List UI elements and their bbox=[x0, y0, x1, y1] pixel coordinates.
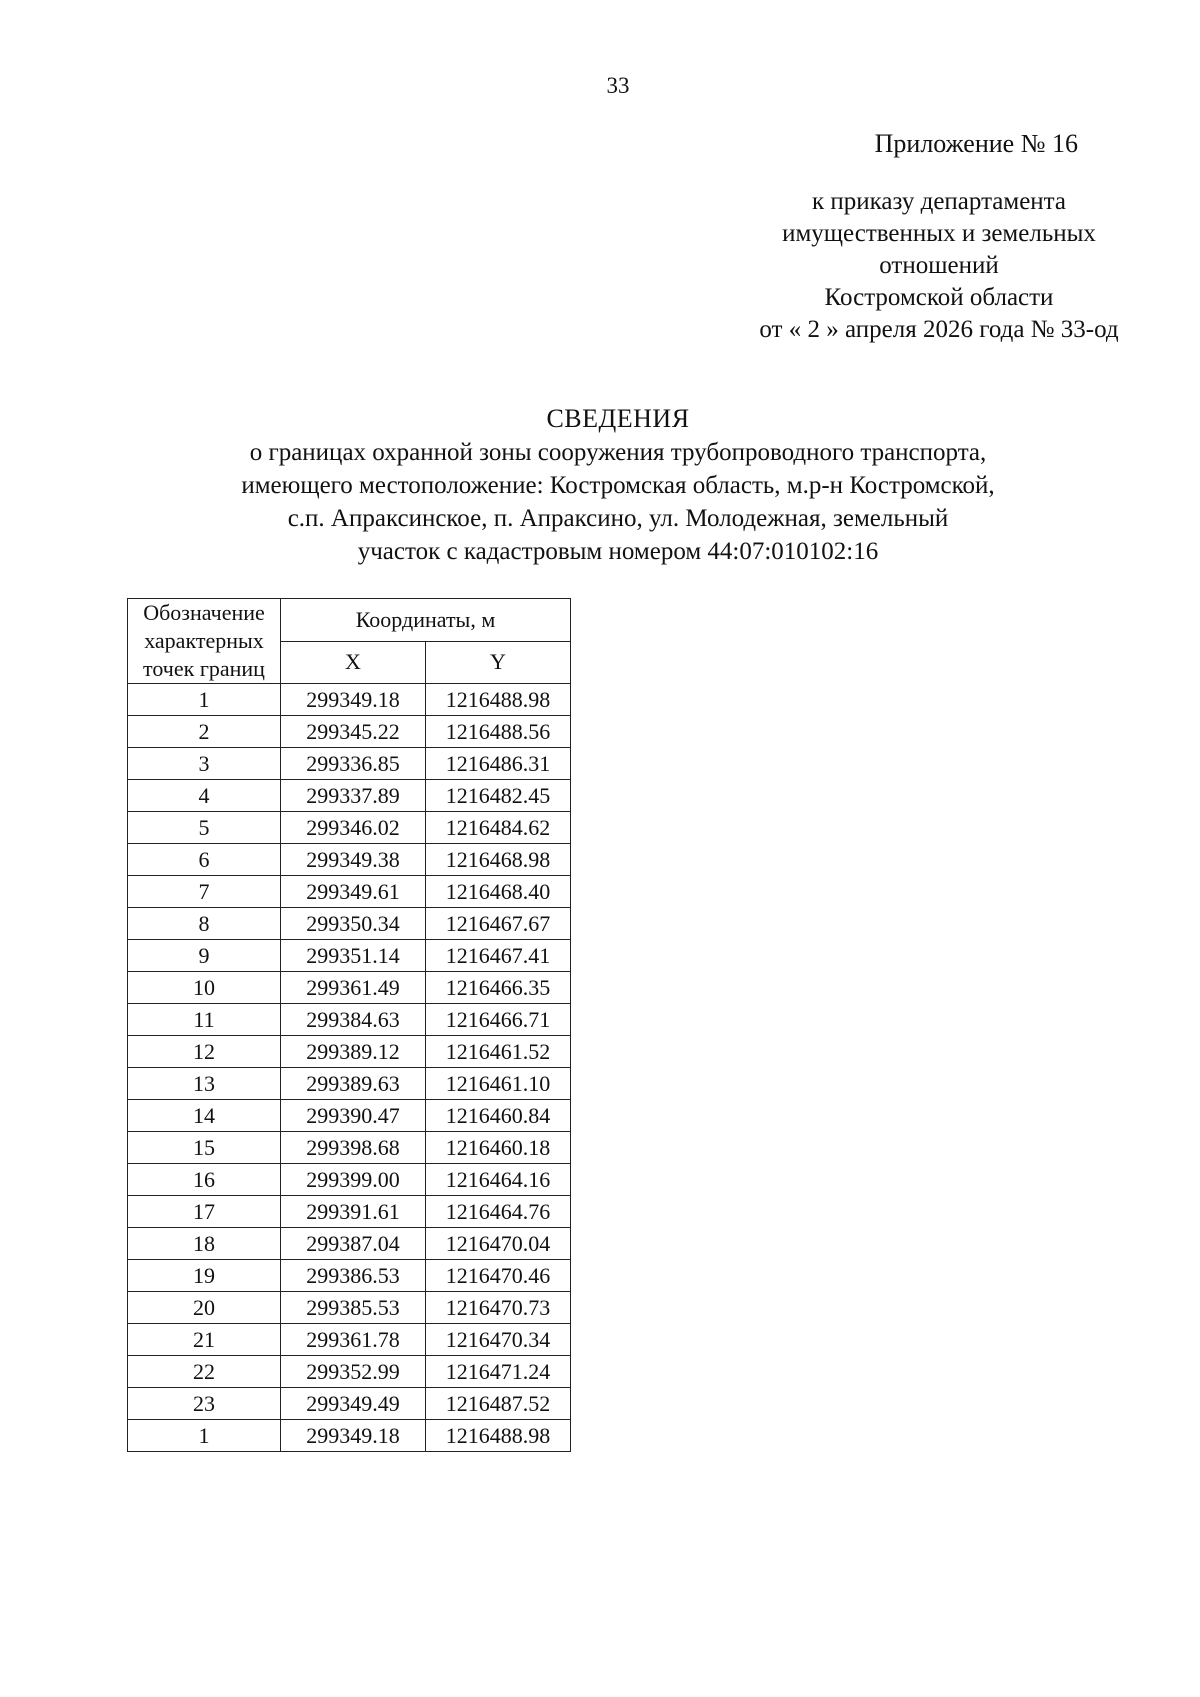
point-cell: 14 bbox=[128, 1100, 281, 1132]
y-coordinate-cell: 1216466.35 bbox=[426, 972, 571, 1004]
point-cell: 10 bbox=[128, 972, 281, 1004]
order-line: к приказу департамента bbox=[811, 188, 1067, 215]
x-coordinate-cell: 299389.63 bbox=[281, 1068, 426, 1100]
y-coordinate-cell: 1216488.56 bbox=[426, 716, 571, 748]
x-coordinate-cell: 299390.47 bbox=[281, 1100, 426, 1132]
x-coordinate-cell: 299384.63 bbox=[281, 1004, 426, 1036]
x-coordinate-cell: 299391.61 bbox=[281, 1196, 426, 1228]
table-row bbox=[128, 1260, 571, 1292]
y-coordinate-cell: 1216486.31 bbox=[426, 748, 571, 780]
point-cell: 20 bbox=[128, 1292, 281, 1324]
y-coordinate-cell: 1216466.71 bbox=[426, 1004, 571, 1036]
y-coordinate-cell: 1216468.40 bbox=[426, 876, 571, 908]
document-heading bbox=[100, 402, 1136, 568]
x-coordinate-cell: 299346.02 bbox=[281, 812, 426, 844]
x-coordinate-cell: 299351.14 bbox=[281, 940, 426, 972]
header-x: X bbox=[281, 641, 426, 684]
order-line: имущественных и земельных bbox=[782, 220, 1096, 247]
table-row bbox=[128, 1196, 571, 1228]
subtitle-line: о границах охранной зоны сооружения трубопроводного транспорта, bbox=[249, 439, 987, 466]
y-coordinate-cell: 1216461.10 bbox=[426, 1068, 571, 1100]
order-date-line: от « 2 » апреля 2026 года № 33-од bbox=[759, 316, 1119, 343]
x-coordinate-cell: 299349.61 bbox=[281, 876, 426, 908]
table-row bbox=[128, 844, 571, 876]
table-row bbox=[128, 716, 571, 748]
table-row bbox=[128, 1068, 571, 1100]
order-line: отношений bbox=[879, 252, 999, 279]
point-cell: 17 bbox=[128, 1196, 281, 1228]
y-coordinate-cell: 1216487.52 bbox=[426, 1388, 571, 1420]
x-coordinate-cell: 299398.68 bbox=[281, 1132, 426, 1164]
y-coordinate-cell: 1216464.16 bbox=[426, 1164, 571, 1196]
point-cell: 15 bbox=[128, 1132, 281, 1164]
table-row bbox=[128, 908, 571, 940]
table-row bbox=[128, 1356, 571, 1388]
table-row bbox=[128, 1388, 571, 1420]
y-coordinate-cell: 1216460.84 bbox=[426, 1100, 571, 1132]
point-cell: 3 bbox=[128, 748, 281, 780]
x-coordinate-cell: 299349.38 bbox=[281, 844, 426, 876]
point-cell: 7 bbox=[128, 876, 281, 908]
y-coordinate-cell: 1216467.67 bbox=[426, 908, 571, 940]
point-cell: 9 bbox=[128, 940, 281, 972]
x-coordinate-cell: 299361.49 bbox=[281, 972, 426, 1004]
table-row bbox=[128, 1164, 571, 1196]
page-number: 33 bbox=[606, 73, 630, 98]
point-cell: 1 bbox=[128, 1420, 281, 1452]
subtitle-line: имеющего местоположение: Костромская область, м.р-н Костромской, bbox=[241, 472, 995, 499]
table-row bbox=[128, 972, 571, 1004]
x-coordinate-cell: 299386.53 bbox=[281, 1260, 426, 1292]
x-coordinate-cell: 299337.89 bbox=[281, 780, 426, 812]
point-cell: 2 bbox=[128, 716, 281, 748]
x-coordinate-cell: 299349.18 bbox=[281, 1420, 426, 1452]
y-coordinate-cell: 1216470.34 bbox=[426, 1324, 571, 1356]
y-coordinate-cell: 1216471.24 bbox=[426, 1356, 571, 1388]
x-coordinate-cell: 299345.22 bbox=[281, 716, 426, 748]
table-row bbox=[128, 940, 571, 972]
table-row bbox=[128, 1132, 571, 1164]
y-coordinate-cell: 1216488.98 bbox=[426, 684, 571, 716]
point-cell: 12 bbox=[128, 1036, 281, 1068]
y-coordinate-cell: 1216470.46 bbox=[426, 1260, 571, 1292]
point-cell: 19 bbox=[128, 1260, 281, 1292]
point-cell: 5 bbox=[128, 812, 281, 844]
table-row bbox=[128, 812, 571, 844]
x-coordinate-cell: 299361.78 bbox=[281, 1324, 426, 1356]
y-coordinate-cell: 1216482.45 bbox=[426, 780, 571, 812]
point-cell: 23 bbox=[128, 1388, 281, 1420]
x-coordinate-cell: 299349.49 bbox=[281, 1388, 426, 1420]
x-coordinate-cell: 299352.99 bbox=[281, 1356, 426, 1388]
order-reference bbox=[600, 186, 1200, 346]
table-row bbox=[128, 876, 571, 908]
y-coordinate-cell: 1216467.41 bbox=[426, 940, 571, 972]
x-coordinate-cell: 299389.12 bbox=[281, 1036, 426, 1068]
coordinates-table-body bbox=[128, 684, 571, 1452]
y-coordinate-cell: 1216488.98 bbox=[426, 1420, 571, 1452]
y-coordinate-cell: 1216470.04 bbox=[426, 1228, 571, 1260]
point-cell: 16 bbox=[128, 1164, 281, 1196]
y-coordinate-cell: 1216484.62 bbox=[426, 812, 571, 844]
table-row bbox=[128, 1420, 571, 1452]
table-row bbox=[128, 684, 571, 716]
table-row bbox=[128, 1004, 571, 1036]
point-cell: 1 bbox=[128, 684, 281, 716]
x-coordinate-cell: 299385.53 bbox=[281, 1292, 426, 1324]
point-cell: 21 bbox=[128, 1324, 281, 1356]
table-row bbox=[128, 780, 571, 812]
point-cell: 4 bbox=[128, 780, 281, 812]
table-row bbox=[128, 1228, 571, 1260]
point-cell: 6 bbox=[128, 844, 281, 876]
table-row bbox=[128, 1036, 571, 1068]
document-title: СВЕДЕНИЯ bbox=[546, 404, 690, 433]
table-row bbox=[128, 748, 571, 780]
header-y: Y bbox=[426, 641, 571, 684]
order-line: Костромской области bbox=[824, 284, 1054, 311]
y-coordinate-cell: 1216461.52 bbox=[426, 1036, 571, 1068]
y-coordinate-cell: 1216460.18 bbox=[426, 1132, 571, 1164]
table-row bbox=[128, 1100, 571, 1132]
x-coordinate-cell: 299399.00 bbox=[281, 1164, 426, 1196]
x-coordinate-cell: 299350.34 bbox=[281, 908, 426, 940]
coordinates-table bbox=[127, 598, 571, 1452]
point-cell: 13 bbox=[128, 1068, 281, 1100]
subtitle-line: участок с кадастровым номером 44:07:010102:16 bbox=[357, 538, 879, 565]
header-coordinates: Координаты, м bbox=[281, 599, 571, 642]
point-cell: 18 bbox=[128, 1228, 281, 1260]
point-cell: 8 bbox=[128, 908, 281, 940]
appendix-label: Приложение № 16 bbox=[874, 129, 1078, 158]
point-cell: 11 bbox=[128, 1004, 281, 1036]
y-coordinate-cell: 1216468.98 bbox=[426, 844, 571, 876]
table-row bbox=[128, 1324, 571, 1356]
y-coordinate-cell: 1216464.76 bbox=[426, 1196, 571, 1228]
subtitle-line: с.п. Апраксинское, п. Апраксино, ул. Молодежная, земельный bbox=[287, 505, 949, 532]
table-row bbox=[128, 1292, 571, 1324]
x-coordinate-cell: 299336.85 bbox=[281, 748, 426, 780]
x-coordinate-cell: 299349.18 bbox=[281, 684, 426, 716]
x-coordinate-cell: 299387.04 bbox=[281, 1228, 426, 1260]
point-cell: 22 bbox=[128, 1356, 281, 1388]
header-point-designation: Обозначение характерных точек границ bbox=[128, 599, 281, 684]
y-coordinate-cell: 1216470.73 bbox=[426, 1292, 571, 1324]
